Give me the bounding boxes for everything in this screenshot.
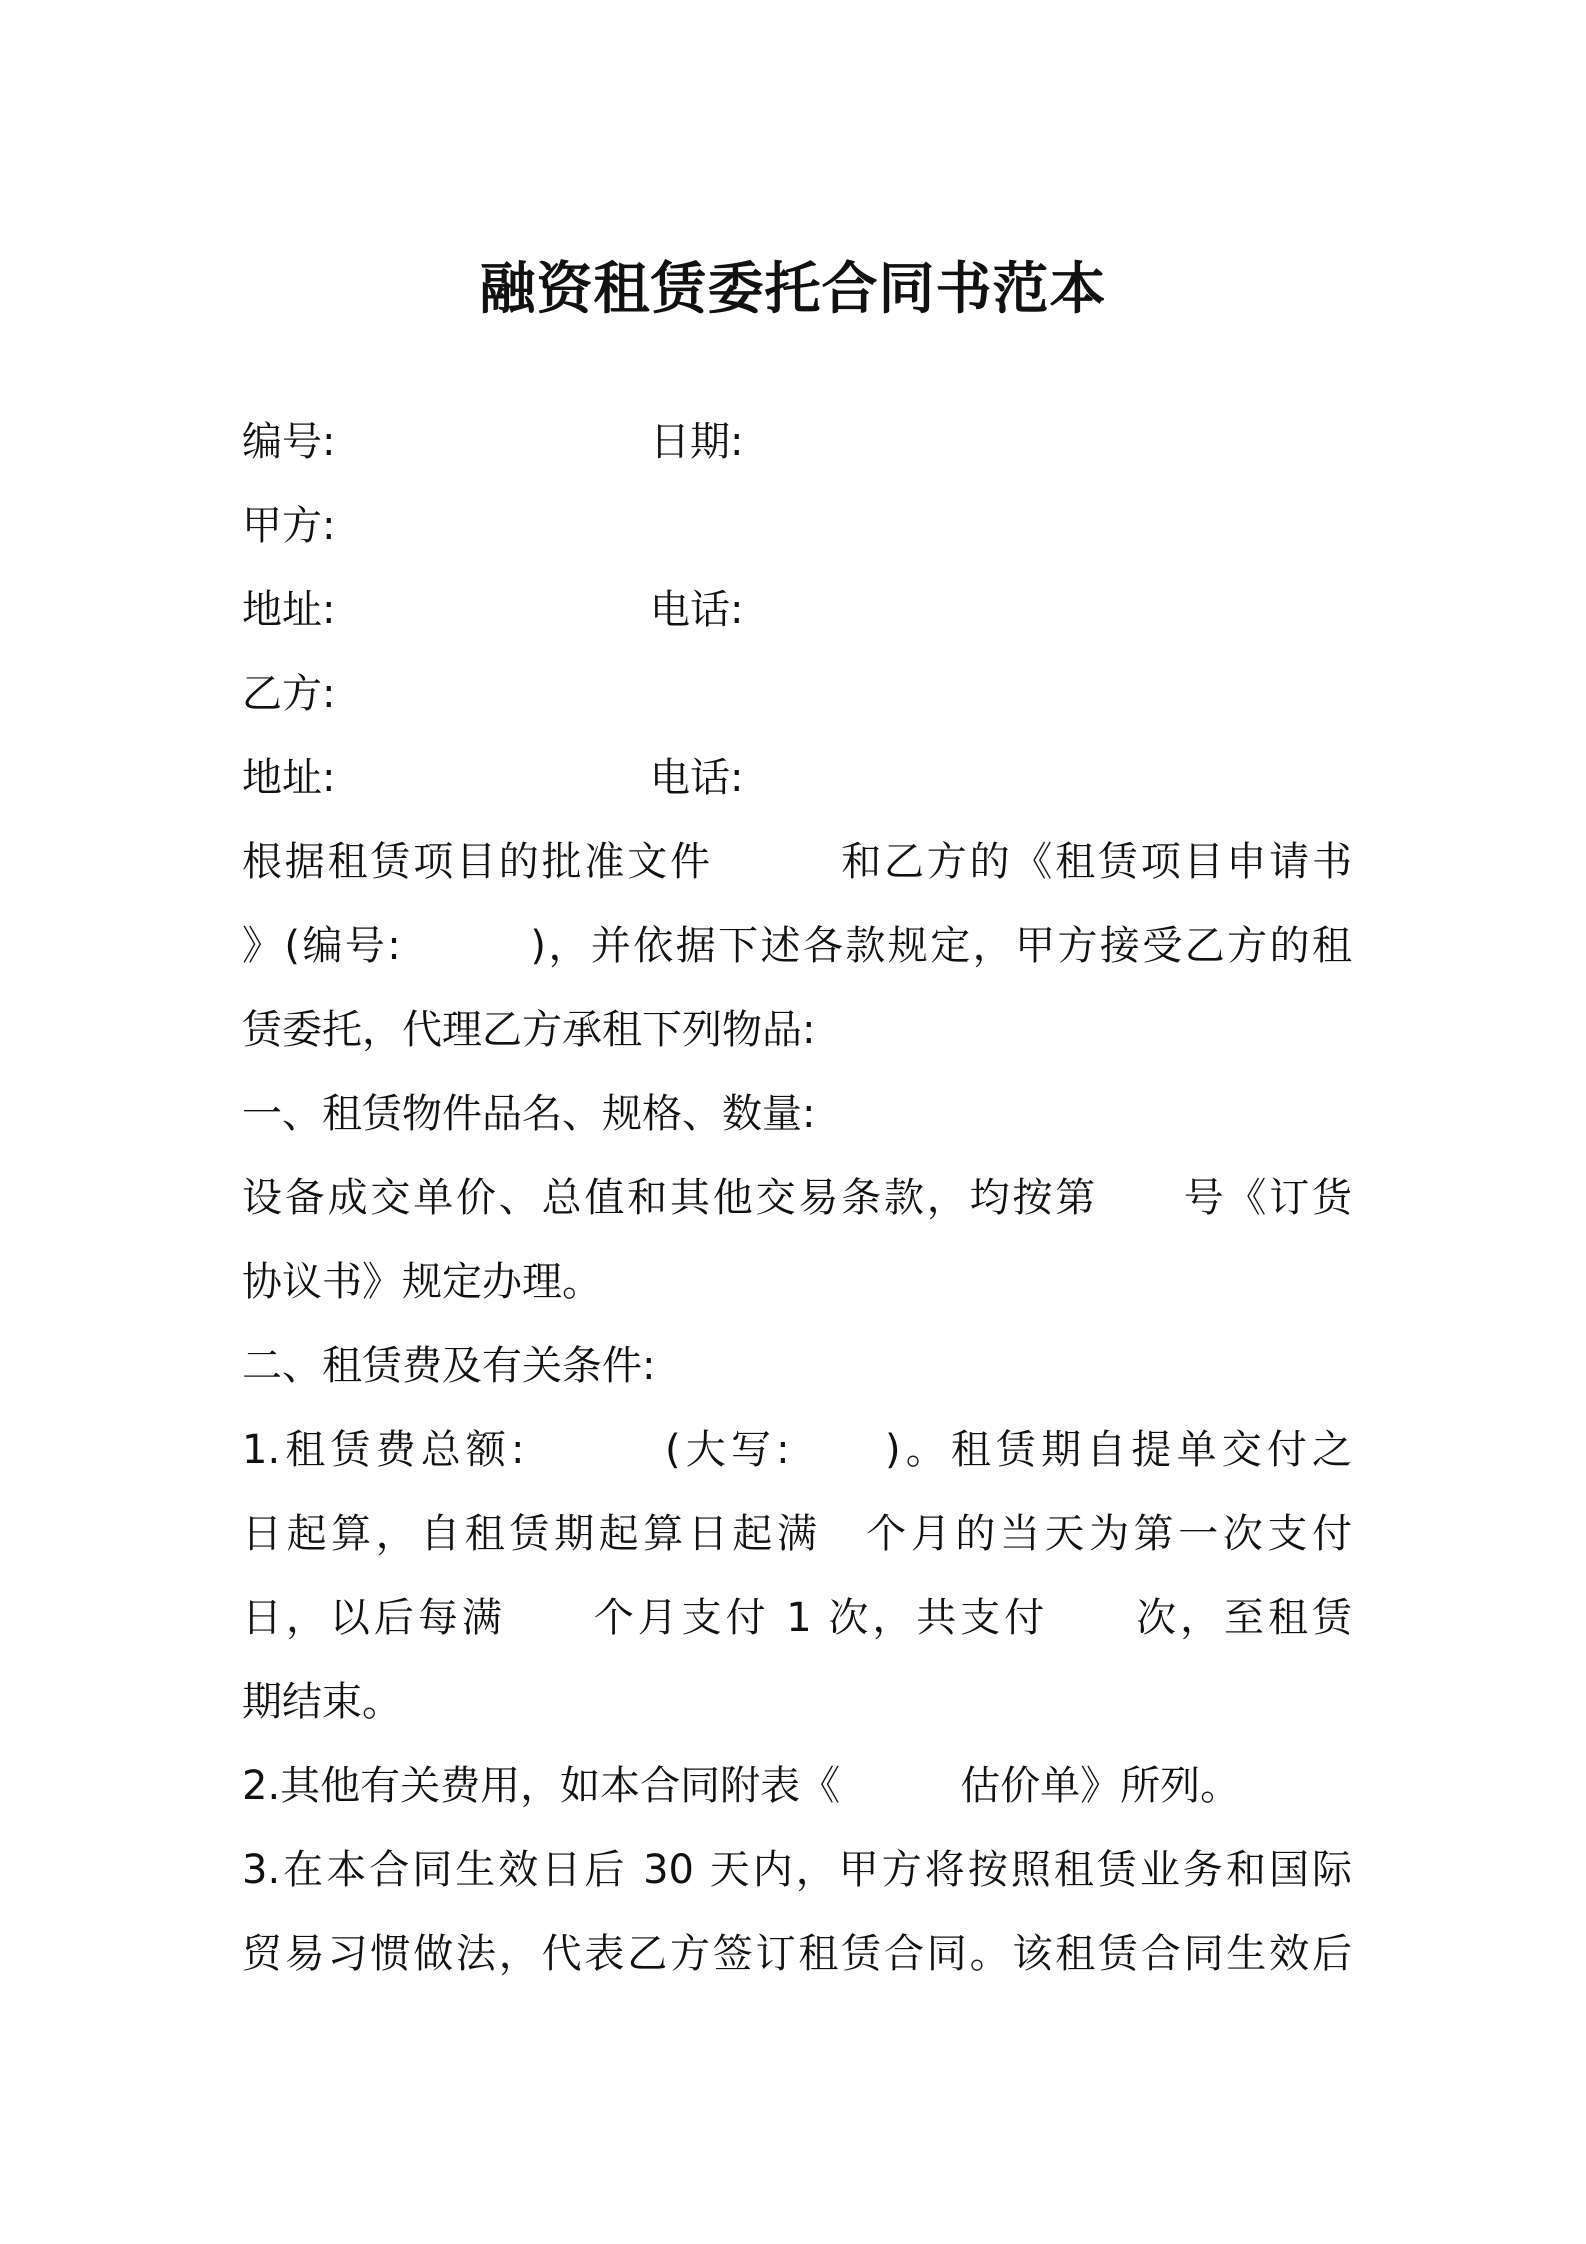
section-heading: 二、租赁费及有关条件: [242,1343,656,1389]
party-b-phone-label: 电话: [650,755,744,801]
body-line: 赁委托，代理乙方承租下列物品: [242,1007,816,1053]
body-line: 日起算，自租赁期起算日起满 个月的当天为第一次支付 [242,1511,1352,1557]
body-line: 1.租赁费总额: (大写: )。租赁期自提单交付之 [242,1427,1352,1473]
body-line: 2.其他有关费用，如本合同附表《 估价单》所列。 [242,1763,1241,1809]
document-title: 融资租赁委托合同书范本 [479,257,1107,322]
body-line: 3.在本合同生效日后 30 天内，甲方将按照租赁业务和国际 [242,1847,1352,1893]
party-a-phone-label: 电话: [650,587,744,633]
number-label: 编号: [242,419,336,465]
section-heading: 一、租赁物件品名、规格、数量: [242,1091,816,1137]
body-line: 根据租赁项目的批准文件 和乙方的《租赁项目申请书 [242,839,1352,885]
party-a-address-label: 地址: [242,587,336,633]
body-line: 》(编号: )，并依据下述各款规定，甲方接受乙方的租 [242,923,1352,969]
date-label: 日期: [650,419,744,465]
party-b-address-label: 地址: [242,755,336,801]
body-line: 设备成交单价、总值和其他交易条款，均按第 号《订货 [242,1175,1352,1221]
party-a-label: 甲方: [242,503,336,549]
body-line: 期结束。 [242,1679,402,1725]
body-line: 协议书》规定办理。 [242,1259,602,1305]
body-line: 贸易习惯做法，代表乙方签订租赁合同。该租赁合同生效后 [242,1931,1352,1977]
party-b-label: 乙方: [242,671,336,717]
body-line: 日，以后每满 个月支付 1 次，共支付 次，至租赁 [242,1595,1352,1641]
